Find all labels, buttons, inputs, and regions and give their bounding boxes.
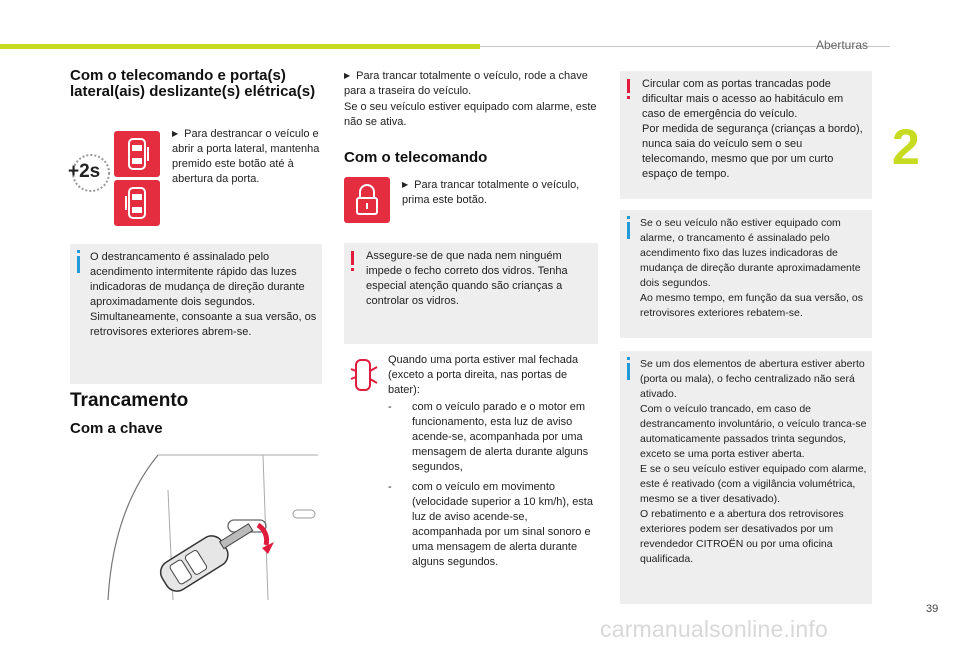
page-number: 39 — [926, 603, 939, 615]
info-locking-signal-text: Se o seu veículo não estiver equipado com alarme, o trancamento é assinalado pelo acendimento fixo das luzes indicadoras de mudança de direção durante aproximadamente dois segundos. Ao mesmo tempo, em função da sua versão, os retrovisores exteriores rebatem-se. — [640, 217, 863, 319]
heading-com-o-telecomando: Com o telecomando — [344, 149, 488, 166]
info-box-central-locking — [620, 351, 872, 604]
info-box-locking-signal — [620, 210, 872, 338]
section-title: Aberturas — [816, 38, 869, 52]
timer-icon — [70, 152, 112, 194]
info-icon — [627, 222, 630, 239]
turn-key-instruction: ▶ Para trancar totalmente o veículo, rode a chave para a traseira do veículo. — [344, 70, 588, 97]
lock-instruction: ▶ Para trancar totalmente o veículo, prima este botão. — [402, 179, 580, 206]
unlock-button-bottom — [114, 180, 160, 226]
timer-label: +2s — [68, 161, 101, 182]
info-icon-dot — [627, 216, 630, 219]
bullet-icon: ▶ — [402, 180, 409, 189]
lock-button — [344, 177, 390, 223]
info-icon-dot — [627, 357, 630, 360]
header-accent-bar — [0, 44, 480, 49]
unlock-instruction: ▶ Para destrancar o veículo e abrir a porta lateral, mantenha premido este botão até à abertura da porta. — [172, 128, 320, 185]
watermark: carmanualsonline.info — [600, 616, 828, 642]
bullet-icon: ▶ — [344, 71, 351, 80]
unlock-button-top — [114, 131, 160, 177]
info-box-unlock — [70, 244, 322, 384]
door-warning-item-1: - com o veículo parado e o motor em funcionamento, esta luz de aviso acende-se, acompanhada por uma mensagem de alerta durante alguns segundos, — [388, 401, 589, 473]
chapter-number: 2 — [892, 119, 920, 175]
info-icon-dot — [77, 250, 80, 253]
warning-icon-dot — [627, 96, 630, 99]
warning-box-emergency — [620, 71, 872, 199]
key-door-illustration — [98, 450, 322, 604]
heading-trancamento: Trancamento — [70, 390, 189, 411]
car-door-open-icon — [114, 131, 160, 177]
warning-box-windows — [344, 243, 598, 344]
warning-emergency-text: Circular com as portas trancadas pode dificultar mais o acesso ao habitáculo em caso de emergência do veículo. Por medida de segurança (crianças a bordo), nunca saia do veículo sem o seu telecomando, mesmo que por um curto espaço de tempo. — [642, 78, 863, 180]
warning-icon — [351, 251, 354, 265]
info-unlock-text: O destrancamento é assinalado pelo acendimento intermitente rápido das luzes indicadoras de mudança de direção durante aproximadamente dois segundos. Simultaneamente, consoante a sua versão, os retrovisores exteriores abrem-se. — [90, 251, 317, 338]
heading-remote-sliding-door: Com o telecomando e porta(s) lateral(ais) deslizante(s) elétrica(s) — [70, 67, 316, 100]
car-door-icon — [114, 180, 160, 226]
door-open-warning-icon — [348, 357, 380, 393]
alarm-note: Se o seu veículo estiver equipado com alarme, este não se ativa. — [344, 101, 597, 128]
heading-com-a-chave: Com a chave — [70, 420, 163, 437]
warning-icon-dot — [351, 268, 354, 271]
bullet-icon: ▶ — [172, 129, 179, 138]
info-central-locking-text: Se um dos elementos de abertura estiver aberto (porta ou mala), o fecho centralizado não será ativado. Com o veículo trancado, em caso de destrancamento involuntário, o veículo tranca-se automaticamente passados trinta segundos, exceto se uma porta estiver aberta. E se o seu veículo estiver equipado com alarme, este é reativado (com a vigilância volumétrica, mesmo se a tiver desativado). O rebatimento e a abertura dos retrovisores exteriores podem ser desativados por um revendedor CITROËN ou por uma oficina qualificada. — [640, 358, 867, 565]
warning-icon — [627, 79, 630, 93]
info-icon — [627, 363, 630, 380]
info-icon — [77, 256, 80, 273]
door-warning-text: Quando uma porta estiver mal fechada (exceto a porta direita, nas portas de bater): — [388, 354, 579, 396]
padlock-icon — [344, 177, 390, 223]
warning-windows-text: Assegure-se de que nada nem ninguém impede o fecho correto dos vidros. Tenha especial atenção quando são crianças a controlar os vidros. — [366, 250, 568, 307]
door-warning-item-2: - com o veículo em movimento (velocidade superior a 10 km/h), esta luz de aviso acende-se, acompanhada por um sinal sonoro e uma mensagem de alerta durante alguns segundos. — [388, 481, 593, 568]
